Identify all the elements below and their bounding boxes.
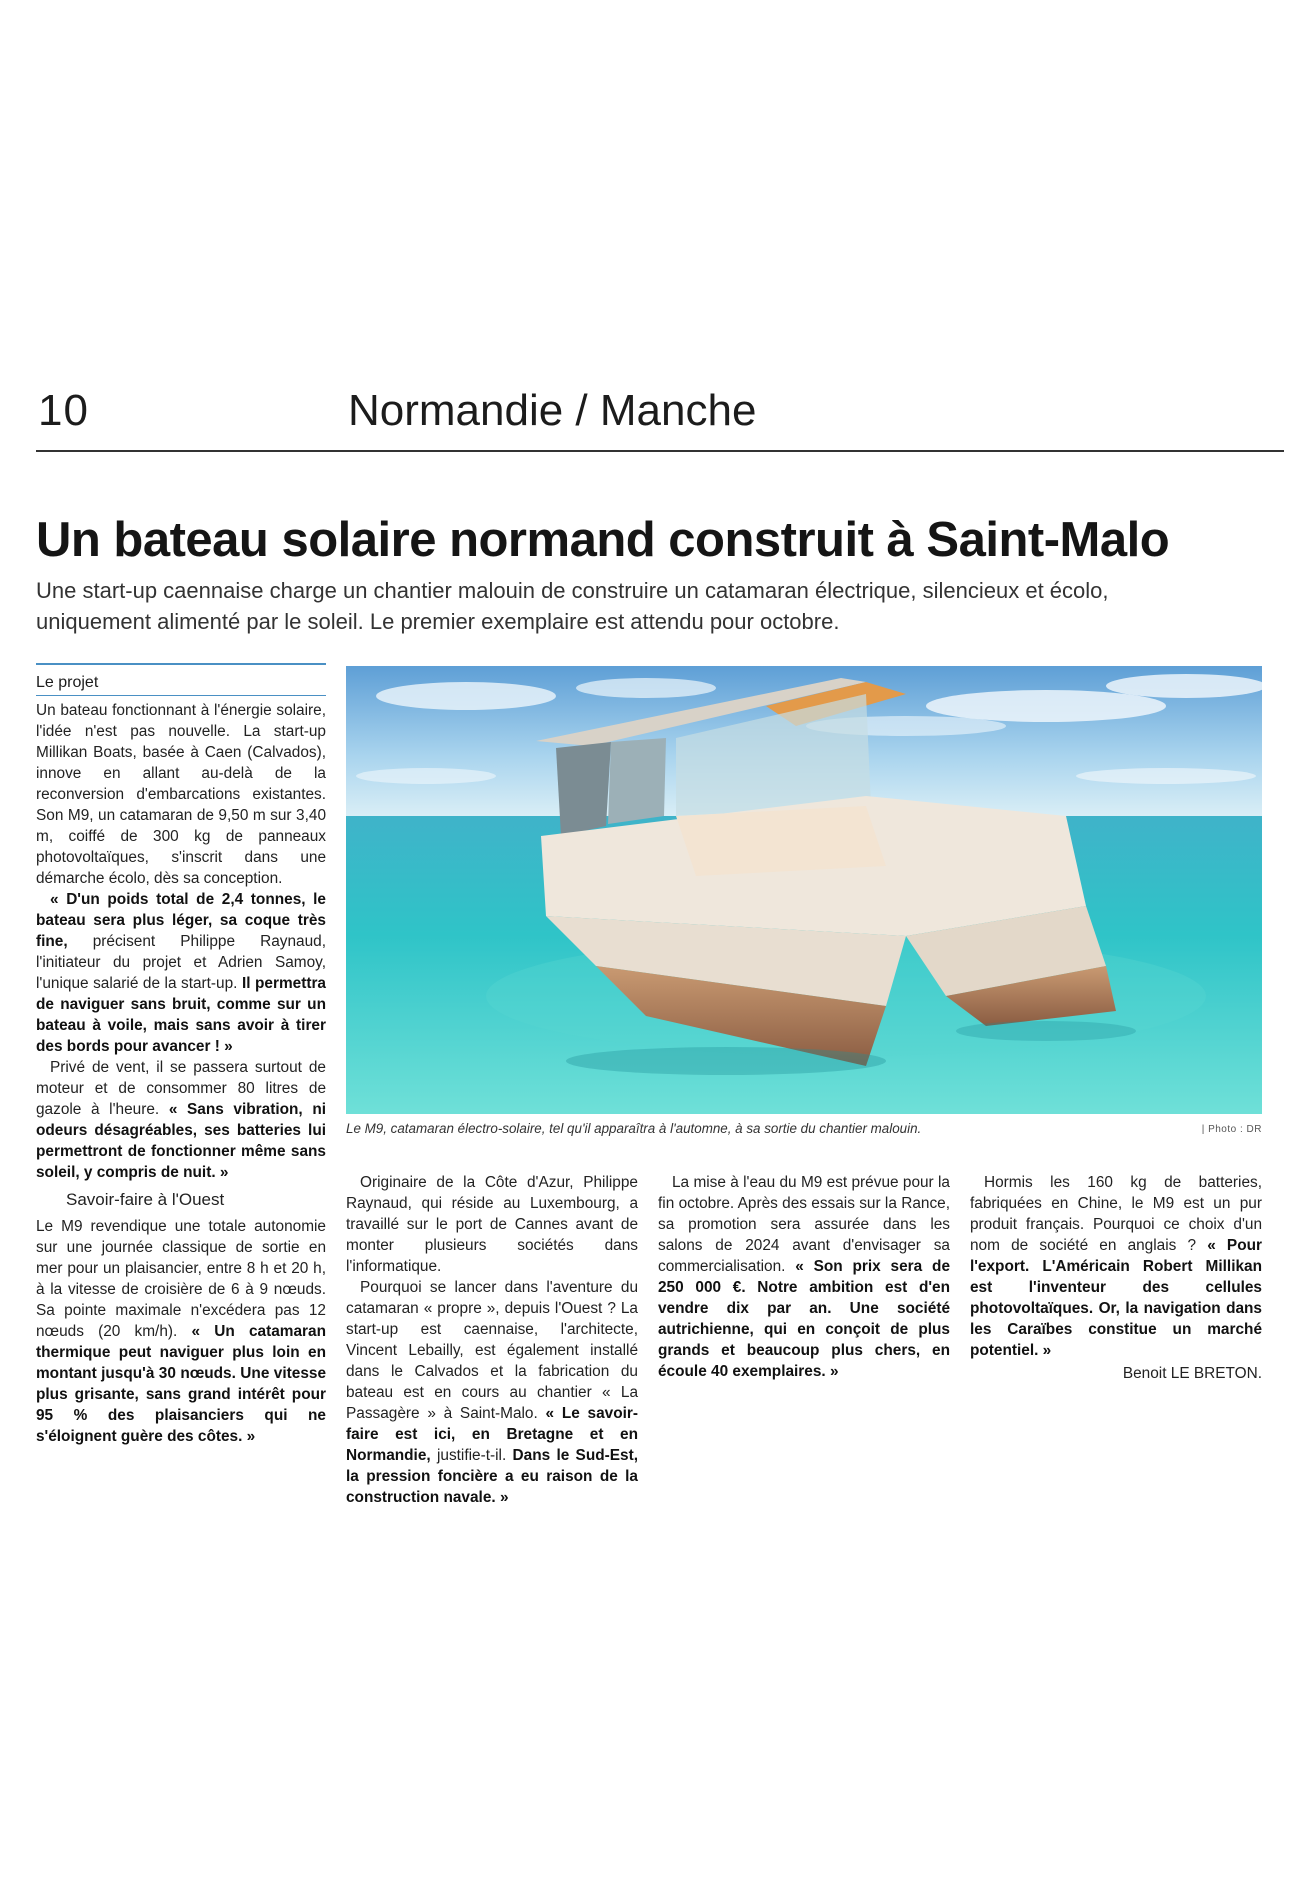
photo-credit: | Photo : DR xyxy=(1201,1124,1262,1135)
section-label: Le projet xyxy=(36,663,326,696)
page-header xyxy=(36,378,1284,452)
article-headline: Un bateau solaire normand construit à Saint-Malo xyxy=(36,513,1170,567)
subheading: Savoir-faire à l'Ouest xyxy=(66,1190,225,1209)
article-standfirst: Une start-up caennaise charge un chantier malouin de construire un catamaran électrique, silencieux et écolo, uniquement alimenté par le soleil. Le premier exemplaire est attendu pour octobre. xyxy=(36,578,1109,634)
section-rubric: Normandie / Manche xyxy=(348,386,757,435)
paragraph: Pourquoi se lancer dans l'aventure du catamaran « propre », depuis l'Ouest ? La start-up est caennaise, l'architecte, Vincent Lebailly, est également installé dans le Calvados et la fabrication du bateau est en cours au chantier « La Passagère » à Saint-Malo. « Le savoir-faire est ici, en Bretagne et en Normandie, justifie-t-il. Dans le Sud-Est, la pression foncière a eu raison de la construction navale. » xyxy=(346,1279,638,1506)
paragraph: La mise à l'eau du M9 est prévue pour la fin octobre. Après des essais sur la Rance, sa promotion sera assurée dans les salons de 2024 avant d'envisager sa commercialisation. « Son prix sera de 250 000 €. Notre ambition est d'en vendre dix par an. Une société autrichienne, qui en conçoit de plus grands et beaucoup plus chers, en écoule 40 exemplaires. » xyxy=(658,1174,951,1380)
column-1 xyxy=(36,700,326,1447)
paragraph: Le M9 revendique une totale autonomie sur une journée classique de sortie en mer pour un plaisancier, entre 8 h et 20 h, à la vitesse de croisière de 6 à 9 nœuds. Sa pointe maximale n'excédera pas 12 nœuds (20 km/h). « Un catamaran thermique peut naviguer plus loin en montant jusqu'à 30 nœuds. Une vitesse plus grisante, sans grand intérêt pour 95 % des plaisanciers qui ne s'éloignent guère des côtes. » xyxy=(36,1218,326,1445)
column-2 xyxy=(346,1172,638,1508)
boat-photo xyxy=(346,666,1262,1114)
paragraph: Privé de vent, il se passera surtout de moteur et de consommer 80 litres de gazole à l'heure. « Sans vibration, ni odeurs désagréables, ses batteries lui permettront de fonctionner même sans soleil, y compris de nuit. » xyxy=(36,1059,326,1181)
column-4 xyxy=(970,1172,1262,1384)
paragraph: Originaire de la Côte d'Azur, Philippe Raynaud, qui réside au Luxembourg, a travaillé sur le port de Cannes avant de monter plusieurs sociétés dans l'informatique. xyxy=(346,1174,638,1275)
page-number: 10 xyxy=(38,386,89,435)
column-3 xyxy=(658,1172,950,1382)
photo-caption: Le M9, catamaran électro-solaire, tel qu'il apparaîtra à l'automne, à sa sortie du chantier malouin. xyxy=(346,1121,922,1136)
paragraph: « D'un poids total de 2,4 tonnes, le bateau sera plus léger, sa coque très fine, précisent Philippe Raynaud, l'initiateur du projet et Adrien Samoy, l'unique salarié de la start-up. Il permettra de naviguer sans bruit, comme sur un bateau à voile, mais sans avoir à tirer des bords pour avancer ! » xyxy=(36,891,326,1055)
author-signature: Benoit LE BRETON. xyxy=(1122,1365,1262,1382)
paragraph: Un bateau fonctionnant à l'énergie solaire, l'idée n'est pas nouvelle. La start-up Millikan Boats, basée à Caen (Calvados), innove en allant au-delà de la reconversion d'embarcations existantes. Son M9, un catamaran de 9,50 m sur 3,40 m, coiffé de 300 kg de panneaux photovoltaïques, s'inscrit dans une démarche écolo, dès sa conception. xyxy=(36,702,326,887)
paragraph: Hormis les 160 kg de batteries, fabriquées en Chine, le M9 est un pur produit français. Pourquoi ce choix d'un nom de société en anglais ? « Pour l'export. L'Américain Robert Millikan est l'inventeur des cellules photovoltaïques. Or, la navigation dans les Caraïbes constitue un marché potentiel. » xyxy=(970,1174,1262,1359)
